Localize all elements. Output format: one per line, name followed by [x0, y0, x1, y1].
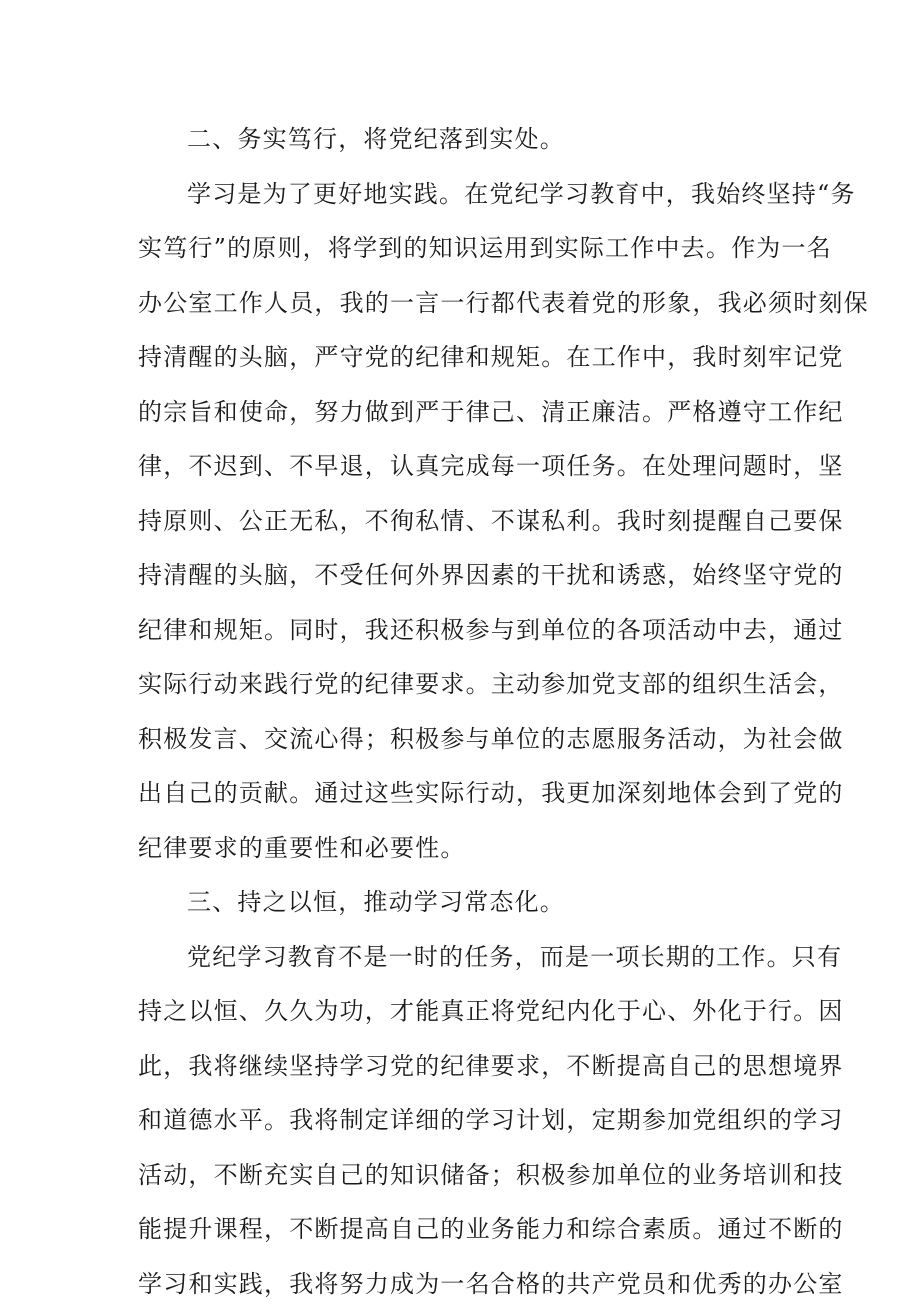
paragraph-line: 的宗旨和使命，努力做到严于律己、清正廉洁。严格遵守工作纪	[138, 385, 788, 440]
paragraph-line: 实笃行”的原则，将学到的知识运用到实际工作中去。作为一名	[138, 221, 788, 276]
section-heading-3: 三、持之以恒，推动学习常态化。	[138, 875, 788, 930]
paragraph-line: 活动，不断充实自己的知识储备；积极参加单位的业务培训和技	[138, 1148, 788, 1203]
paragraph-line: 持清醒的头脑，不受任何外界因素的干扰和诱惑，始终坚守党的	[138, 548, 788, 603]
paragraph-line: 持原则、公正无私，不徇私情、不谋私利。我时刻提醒自己要保	[138, 494, 788, 549]
section-heading-2: 二、务实笃行，将党纪落到实处。	[138, 112, 788, 167]
paragraph-line: 律，不迟到、不早退，认真完成每一项任务。在处理问题时，坚	[138, 439, 788, 494]
paragraph-line: 持清醒的头脑，严守党的纪律和规矩。在工作中，我时刻牢记党	[138, 330, 788, 385]
paragraph-line: 学习是为了更好地实践。在党纪学习教育中，我始终坚持“务	[138, 167, 788, 222]
document-body	[138, 112, 788, 1311]
paragraph-line: 纪律和规矩。同时，我还积极参与到单位的各项活动中去，通过	[138, 603, 788, 658]
paragraph-line: 实际行动来践行党的纪律要求。主动参加党支部的组织生活会，	[138, 657, 788, 712]
paragraph-line: 此，我将继续坚持学习党的纪律要求，不断提高自己的思想境界	[138, 1039, 788, 1094]
paragraph-line: 持之以恒、久久为功，才能真正将党纪内化于心、外化于行。因	[138, 984, 788, 1039]
paragraph-line: 党纪学习教育不是一时的任务，而是一项长期的工作。只有	[138, 930, 788, 985]
paragraph-line: 纪律要求的重要性和必要性。	[138, 821, 788, 876]
paragraph-line: 出自己的贡献。通过这些实际行动，我更加深刻地体会到了党的	[138, 766, 788, 821]
paragraph-line: 办公室工作人员，我的一言一行都代表着党的形象，我必须时刻保	[138, 276, 788, 331]
paragraph-line: 能提升课程，不断提高自己的业务能力和综合素质。通过不断的	[138, 1202, 788, 1257]
paragraph-line: 积极发言、交流心得；积极参与单位的志愿服务活动，为社会做	[138, 712, 788, 767]
paragraph-line: 学习和实践，我将努力成为一名合格的共产党员和优秀的办公室	[138, 1257, 788, 1311]
paragraph-line: 和道德水平。我将制定详细的学习计划，定期参加党组织的学习	[138, 1093, 788, 1148]
